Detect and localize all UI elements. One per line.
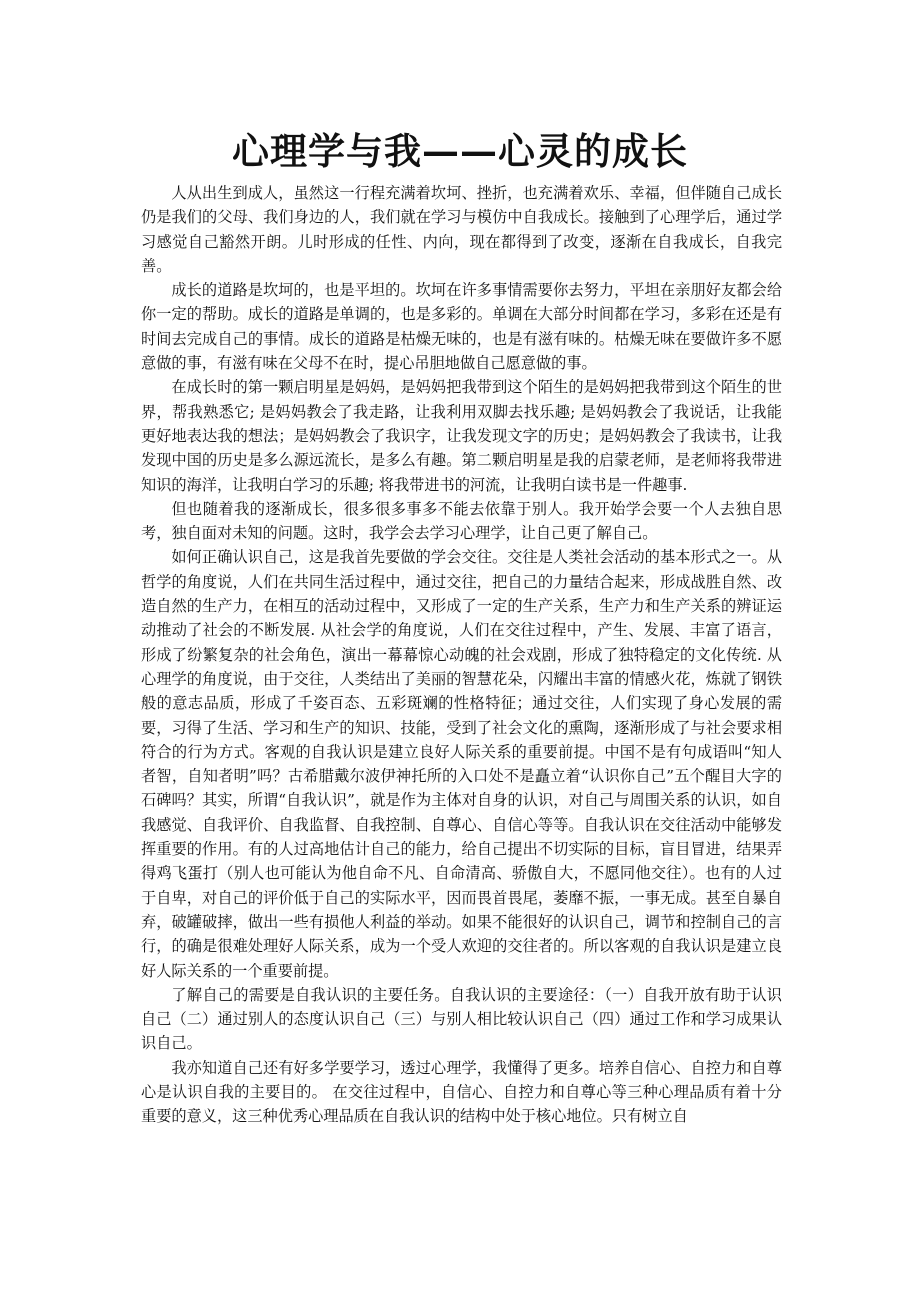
document-body	[141, 181, 782, 1129]
paragraph-7: 我亦知道自己还有好多学要学习，透过心理学，我懂得了更多。培养自信心、自控力和自尊心是认识自我的主要目的。 在交往过程中，自信心、自控力和自尊心等三种心理品质有着十分重要的意义，这三种优秀心理品质在自我认识的结构中处于核心地位。只有树立自	[141, 1058, 782, 1126]
paragraph-3: 在成长时的第一颗启明星是妈妈，是妈妈把我带到这个陌生的是妈妈把我带到这个陌生的世界，帮我熟悉它; 是妈妈教会了我走路，让我利用双脚去找乐趣; 是妈妈教会了我说话，让我能更好地表达我的想法；是妈妈教会了我识字，让我发现文字的历史；是妈妈教会了我读书，让我发现中国的历史是多么源远流长，是多么有趣。第二颗启明星是我的启蒙老师，是老师将我带进知识的海洋，让我明白学习的乐趣; 将我带进书的河流，让我明白读书是一件趣事.	[141, 378, 782, 494]
paragraph-6: 了解自己的需要是自我认识的主要任务。自我认识的主要途径：（一）自我开放有助于认识自己（二）通过别人的态度认识自己（三）与别人相比较认识自己（四）通过工作和学习成果认识自己。	[141, 985, 782, 1053]
document-title: 心理学与我——心灵的成长	[232, 129, 688, 173]
paragraph-4: 但也随着我的逐渐成长，很多很多事多不能去依靠于别人。我开始学会要一个人去独自思考，独自面对未知的问题。这时，我学会去学习心理学，让自己更了解自己。	[141, 499, 782, 543]
paragraph-1: 人从出生到成人，虽然这一行程充满着坎坷、挫折，也充满着欢乐、幸福，但伴随自己成长仍是我们的父母、我们身边的人，我们就在学习与模仿中自我成长。接触到了心理学后，通过学习感觉自己豁然开朗。儿时形成的任性、内向，现在都得到了改变，逐渐在自我成长，自我完善。	[141, 184, 782, 275]
paragraph-5: 如何正确认识自己，这是我首先要做的学会交往。交往是人类社会活动的基本形式之一。从哲学的角度说，人们在共同生活过程中，通过交往，把自己的力量结合起来，形成战胜自然、改造自然的生产力，在相互的活动过程中，又形成了一定的生产关系，生产力和生产关系的辨证运动推动了社会的不断发展. 从社会学的角度说，人们在交往过程中，产生、发展、丰富了语言，形成了纷繁复杂的社会角色，演出一幕幕惊心动魄的社会戏剧，形成了独特稳定的文化传统. 从心理学的角度说，由于交往，人类结出了美丽的智慧花朵，闪耀出丰富的情感火花，炼就了钢铁般的意志品质，形成了千姿百态、五彩斑斓的性格特征；通过交往，人们实现了身心发展的需要，习得了生活、学习和生产的知识、技能，受到了社会文化的熏陶，逐渐形成了与社会要求相符合的行为方式。客观的自我认识是建立良好人际关系的重要前提。中国不是有句成语叫“知人者智，自知者明”吗？古希腊戴尔波伊神托所的入口处不是矗立着“认识你自己”五个醒目大字的石碑吗？其实，所谓“自我认识”，就是作为主体对自身的认识，对自己与周围关系的认识，如自我感觉、自我评价、自我监督、自我控制、自尊心、自信心等等。自我认识在交往活动中能够发挥重要的作用。有的人过高地估计自己的能力，给自己提出不切实际的目标，盲目冒进，结果弄得鸡飞蛋打（别人也可能认为他自命不凡、自命清高、骄傲自大，不愿同他交往）。也有的人过于自卑，对自己的评价低于自己的实际水平，因而畏首畏尾，萎靡不振，一事无成。甚至自暴自弃，破罐破摔，做出一些有损他人利益的举动。如果不能很好的认识自己，调节和控制自己的言行，的确是很难处理好人际关系，成为一个受人欢迎的交往者的。所以客观的自我认识是建立良好人际关系的一个重要前提。	[141, 548, 782, 980]
paragraph-2: 成长的道路是坎坷的，也是平坦的。坎坷在许多事情需要你去努力，平坦在亲朋好友都会给你一定的帮助。成长的道路是单调的，也是多彩的。单调在大部分时间都在学习，多彩在还是有时间去完成自己的事情。成长的道路是枯燥无味的，也是有滋有味的。枯燥无味在要做许多不愿意做的事，有滋有味在父母不在时，提心吊胆地做自己愿意做的事。	[141, 281, 782, 373]
